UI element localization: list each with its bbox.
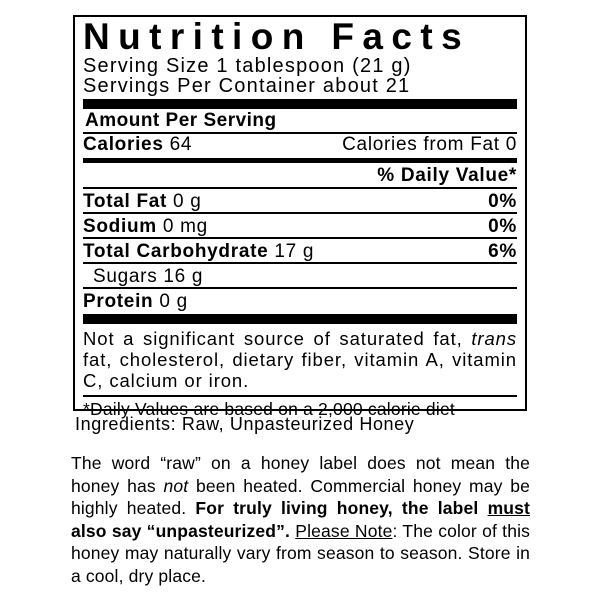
nutrient-amount: 0 mg (162, 216, 208, 237)
divider (83, 262, 517, 264)
nutrient-name: Total Carbohydrate (83, 241, 269, 262)
note-text: been heated. Commercial honey may be highly heated. (71, 475, 530, 518)
note-bold-text: For truly living honey, the label (195, 498, 488, 518)
nutrient-dv: 0% (488, 191, 517, 212)
nutrient-amount: 17 g (274, 241, 315, 262)
nutrient-row-total-carbohydrate (83, 241, 517, 262)
servings-per-container: Servings Per Container about 21 (83, 75, 411, 97)
not-significant-line1: Not a significant source of saturated fat, (83, 328, 463, 349)
thick-divider (83, 314, 517, 324)
daily-values-note: *Daily Values are based on a 2,000 calorie diet (83, 399, 455, 419)
nutrient-cell (83, 241, 314, 262)
nutrition-title: Nutrition Facts (83, 16, 471, 57)
nutrient-amount: 0 g (173, 191, 202, 212)
nutrient-amount: 0 g (159, 291, 188, 312)
nutrient-name: Sodium (83, 216, 157, 237)
note-text: The word “raw” on a honey label does not mean the honey has (71, 453, 530, 496)
not-significant-line2: fat, cholesterol, dietary fiber, vitamin A, vitamin C, calcium or iron. (83, 349, 517, 391)
not-significant-source (83, 328, 517, 391)
nutrient-row-sugars (83, 266, 517, 287)
serving-size: Serving Size 1 tablespoon (21 g) (83, 55, 412, 77)
note-must: must (487, 498, 531, 518)
note-please-note: Please Note (295, 520, 393, 541)
note-not: not (163, 475, 189, 496)
divider (83, 212, 517, 214)
nutrient-name: Protein (83, 291, 154, 312)
nutrient-amount: 16 g (163, 266, 204, 287)
calories-label: Calories (83, 134, 164, 155)
trans-word: trans (471, 328, 517, 349)
nutrient-row-total-fat (83, 191, 517, 212)
calories-value: 64 (169, 134, 193, 155)
nutrient-name: Total Fat (83, 191, 168, 212)
nutrient-dv: 6% (488, 241, 517, 262)
note-bold-text: also say “unpasteurized”. (71, 520, 291, 541)
thick-divider (83, 99, 517, 109)
note-colon: : (392, 520, 398, 541)
daily-value-header: % Daily Value* (377, 165, 517, 186)
divider (83, 287, 517, 289)
amount-per-serving: Amount Per Serving (85, 110, 277, 131)
divider (83, 237, 517, 239)
ingredients: Ingredients: Raw, Unpasteurized Honey (75, 414, 415, 434)
nutrition-facts-panel (73, 15, 527, 419)
note-text: The color of this honey may naturally vary from season to season. Store in a cool, dry place. (71, 520, 531, 586)
divider (83, 187, 517, 189)
medium-divider (83, 158, 517, 163)
calories-from-fat: Calories from Fat 0 (342, 134, 517, 155)
nutrient-row-protein (83, 291, 517, 312)
divider (83, 395, 517, 397)
daily-value-header-row (83, 165, 517, 186)
nutrient-row-sodium (83, 216, 517, 237)
nutrient-dv: 0% (488, 216, 517, 237)
nutrient-cell (93, 266, 203, 287)
honey-note (71, 452, 530, 587)
nutrient-cell (83, 291, 188, 312)
calories-row (83, 134, 517, 155)
nutrient-name: Sugars (93, 266, 158, 287)
nutrient-cell (83, 216, 208, 237)
calories-cell (83, 134, 192, 155)
nutrient-cell (83, 191, 202, 212)
